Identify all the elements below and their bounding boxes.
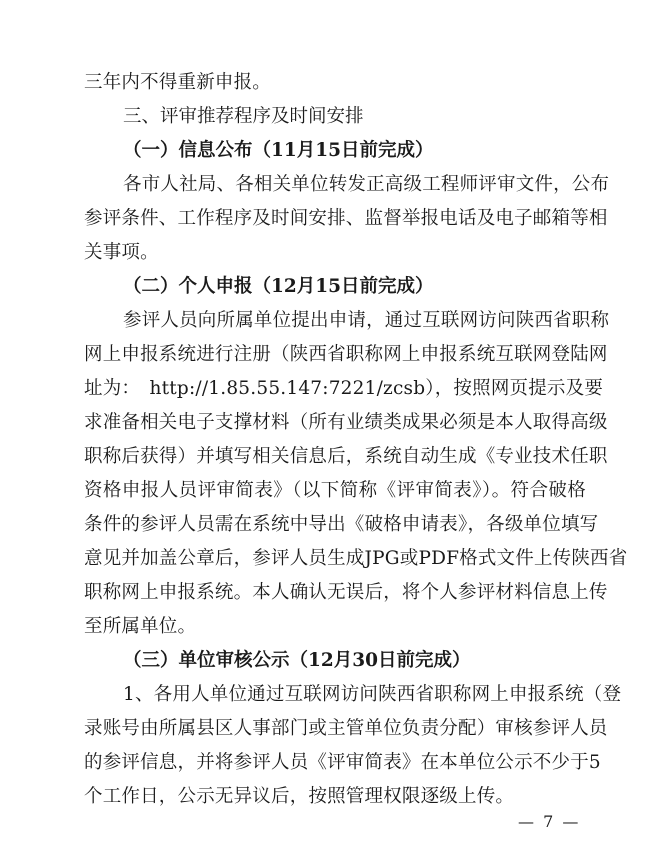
paragraph-line: 三年内不得重新申报。 — [84, 72, 272, 93]
paragraph-line: 参评人员向所属单位提出申请，通过互联网访问陕西省职称 — [123, 310, 610, 331]
paragraph-line: 各市人社局、各相关单位转发正高级工程师评审文件，公布 — [123, 174, 610, 195]
paragraph-line: 资格申报人员评审简表》（以下简称《评审简表》）。符合破格 — [84, 480, 586, 501]
subsection-heading: （一）信息公布（11月15日前完成） — [123, 140, 434, 161]
paragraph-line: 至所属单位。 — [84, 616, 197, 637]
document-body — [84, 66, 628, 814]
section-heading: 三、评审推荐程序及时间安排 — [123, 106, 364, 127]
paragraph-line: 1、各用人单位通过互联网访问陕西省职称网上申报系统（登 — [123, 684, 622, 705]
paragraph-line: 个工作日，公示无异议后，按照管理权限逐级上传。 — [84, 786, 515, 807]
subsection-heading: （三）单位审核公示（12月30日前完成） — [123, 650, 471, 671]
paragraph-line: 关事项。 — [84, 242, 159, 263]
page-number: — 7 — — [518, 812, 581, 831]
paragraph-line: 职称网上申报系统。本人确认无误后，将个人参评材料信息上传 — [84, 582, 608, 603]
paragraph-line: 网上申报系统进行注册（陕西省职称网上申报系统互联网登陆网 — [84, 344, 608, 365]
paragraph-line: 录账号由所属县区人事部门或主管单位负责分配）审核参评人员 — [84, 718, 608, 739]
paragraph-line: 意见并加盖公章后，参评人员生成JPG或PDF格式文件上传陕西省 — [84, 548, 628, 569]
paragraph-line: 求准备相关电子支撑材料（所有业绩类成果必须是本人取得高级 — [84, 412, 608, 433]
paragraph-line: 职称后获得）并填写相关信息后，系统自动生成《专业技术任职 — [84, 446, 608, 467]
paragraph-line: 的参评信息，并将参评人员《评审简表》在本单位公示不少于5 — [84, 752, 601, 773]
paragraph-line: 条件的参评人员需在系统中导出《破格申请表》，各级单位填写 — [84, 514, 599, 535]
paragraph-line: 参评条件、工作程序及时间安排、监督举报电话及电子邮箱等相 — [84, 208, 608, 229]
paragraph-line-url: 址为： http://1.85.55.147:7221/zcsb），按照网页提示及要 — [84, 378, 604, 399]
subsection-heading: （二）个人申报（12月15日前完成） — [123, 276, 434, 297]
